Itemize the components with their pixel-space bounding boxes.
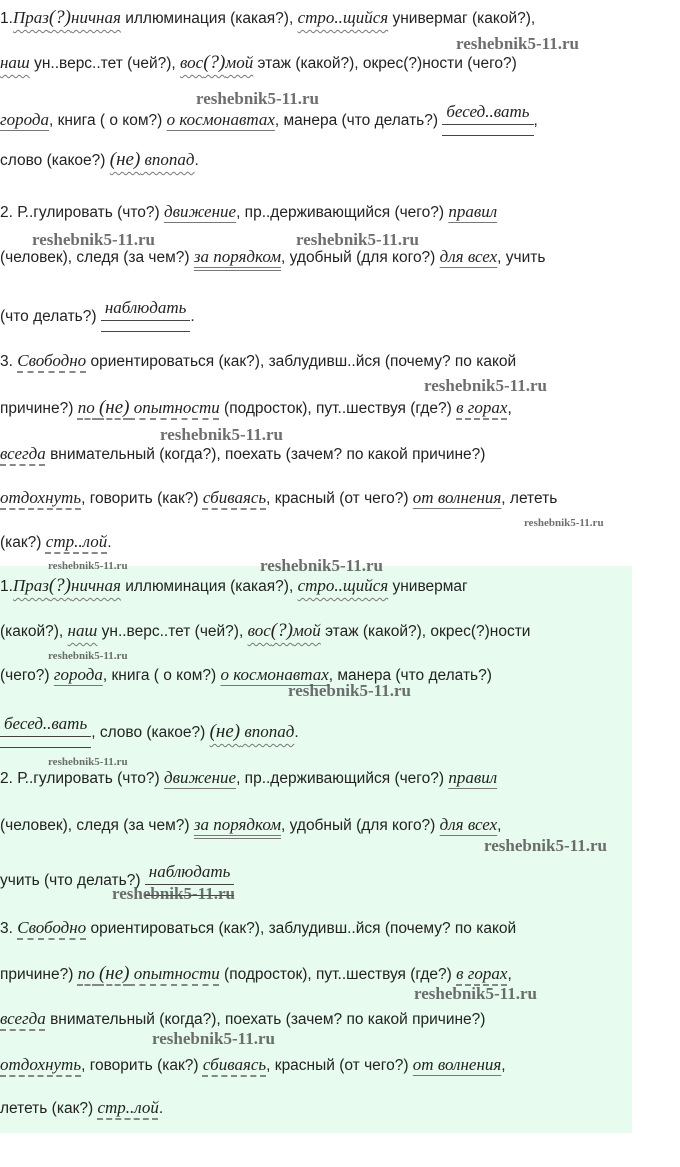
plain-text: этаж (какой?), окрес(?)ности: [320, 623, 531, 640]
highlighted-word: за порядком: [193, 815, 282, 834]
plain-text: (человек), следя (за чем?): [0, 249, 194, 266]
highlighted-word: за порядком: [193, 247, 282, 266]
plain-text: , удобный (для кого?): [281, 249, 440, 266]
plain-text: (подросток), пут..шествуя (где?): [219, 400, 457, 417]
highlighted-word: в горах: [456, 964, 508, 983]
highlighted-word: правил: [448, 202, 498, 221]
watermark: reshebnik5-11.ru: [414, 984, 537, 1003]
plain-text: ориентироваться (как?), заблудивш..йся (почему? по какой: [86, 920, 517, 937]
plain-text: , красный (от чего?): [266, 490, 413, 507]
text-line: [0, 349, 516, 374]
watermark: reshebnik5-11.ru: [260, 556, 383, 575]
watermark: reshebnik5-11.ru: [288, 681, 411, 700]
highlighted-word: стро..щийся: [297, 8, 389, 27]
item-number: 3.: [0, 353, 18, 370]
item-number: 2.: [0, 204, 18, 221]
fraction-word: наблюдать: [145, 860, 235, 896]
fraction-word: бесед..вать: [442, 100, 533, 136]
text-line: [0, 766, 497, 791]
plain-text: (как?): [0, 534, 46, 551]
plain-text: , говорить (как?): [81, 1057, 203, 1074]
plain-text: .: [158, 1100, 164, 1117]
text-line: [0, 296, 195, 332]
plain-text: универмаг: [388, 578, 468, 595]
plain-text: (какой?),: [0, 623, 68, 640]
highlighted-word: стр..лой: [97, 1098, 159, 1117]
plain-text: универмаг (какой?),: [388, 10, 536, 27]
plain-text: .: [107, 534, 112, 551]
plain-text: .: [194, 152, 199, 169]
highlighted-word: наш: [67, 621, 98, 640]
highlighted-word: движение: [163, 768, 237, 787]
plain-text: .: [294, 724, 299, 741]
plain-text: ,: [501, 1057, 506, 1074]
plain-text: , говорить (как?): [81, 490, 203, 507]
watermark: reshebnik5-11.ru: [152, 1029, 275, 1048]
highlighted-word: в горах: [456, 398, 508, 417]
highlighted-word: города: [53, 665, 103, 684]
highlighted-word: всегда: [0, 1009, 46, 1028]
text-line: [0, 1096, 163, 1121]
plain-text: внимательный (когда?), поехать (зачем? по какой причине?): [45, 1011, 486, 1028]
item-number: 3.: [0, 920, 18, 937]
text-line: [0, 148, 199, 173]
plain-text: , пр..держивающийся (чего?): [236, 204, 449, 221]
plain-text: ун..верс..тет (чей?),: [97, 623, 248, 640]
plain-text: причине?): [0, 400, 78, 417]
plain-text: учить (что делать?): [0, 872, 145, 889]
plain-text: внимательный (когда?), поехать (зачем? по какой причине?): [45, 446, 486, 463]
plain-text: , пр..держивающийся (чего?): [236, 770, 449, 787]
watermark: reshebnik5-11.ru: [48, 650, 128, 662]
plain-text: , удобный (для кого?): [281, 817, 440, 834]
watermark: reshebnik5-11.ru: [456, 34, 579, 53]
watermark: reshebnik5-11.ru: [32, 230, 155, 249]
highlighted-word: отдохнуть: [0, 1055, 82, 1074]
text-line: [0, 6, 535, 31]
watermark: reshebnik5-11.ru: [484, 836, 607, 855]
highlighted-word: для всех: [439, 815, 498, 834]
text-line: [0, 813, 501, 838]
highlighted-word: от волнения: [412, 488, 502, 507]
plain-text: (чего?): [0, 667, 54, 684]
plain-text: .: [190, 308, 195, 325]
plain-text: , манера (что делать?): [328, 667, 492, 684]
highlighted-word: вос(?)мой: [247, 620, 321, 641]
highlighted-word: от волнения: [412, 1055, 502, 1074]
highlighted-word: стро..щийся: [297, 576, 389, 595]
watermark: reshebnik5-11.ru: [112, 884, 235, 903]
plain-text: , красный (от чего?): [266, 1057, 413, 1074]
highlighted-word: вос(?)мой: [180, 52, 254, 73]
plain-text: Р..гулировать (что?): [17, 770, 164, 787]
plain-text: , слово (какое?): [91, 724, 210, 741]
plain-text: , манера (что делать?): [274, 112, 443, 129]
highlighted-word: города: [0, 110, 50, 129]
plain-text: ,: [507, 966, 512, 983]
plain-text: ориентироваться (как?), заблудивш..йся (почему? по какой: [86, 353, 517, 370]
text-line: [0, 442, 485, 467]
text-line: [0, 663, 492, 688]
plain-text: (что делать?): [0, 308, 101, 325]
plain-text: ,: [497, 817, 502, 834]
plain-text: , учить: [497, 249, 546, 266]
highlighted-word: всегда: [0, 444, 46, 463]
plain-text: иллюминация (какая?),: [120, 10, 298, 27]
highlighted-word: по (не) опытности: [77, 397, 220, 418]
highlighted-word: стр..лой: [45, 532, 108, 551]
plain-text: лететь (как?): [0, 1100, 98, 1117]
plain-text: ,: [533, 112, 538, 129]
watermark: reshebnik5-11.ru: [48, 756, 128, 768]
highlighted-word: Свободно: [17, 351, 87, 370]
text-line: [0, 916, 516, 941]
highlighted-word: движение: [163, 202, 237, 221]
plain-text: , книга ( о ком?): [49, 112, 167, 129]
plain-text: иллюминация (какая?),: [120, 578, 298, 595]
plain-text: этаж (какой?), окрес(?)ности (чего?): [253, 55, 517, 72]
highlighted-word: для всех: [439, 247, 498, 266]
watermark: reshebnik5-11.ru: [424, 376, 547, 395]
fraction-word: наблюдать: [101, 296, 191, 332]
plain-text: , книга ( о ком?): [102, 667, 221, 684]
watermark: reshebnik5-11.ru: [48, 560, 128, 572]
highlighted-word: по (не) опытности: [77, 963, 220, 984]
highlighted-word: сбиваясь: [202, 1055, 267, 1074]
exercise-original: [0, 0, 680, 566]
item-number: 2.: [0, 770, 18, 787]
text-line: [0, 396, 512, 421]
plain-text: слово (какое?): [0, 152, 110, 169]
watermark: reshebnik5-11.ru: [160, 425, 283, 444]
highlighted-word: сбиваясь: [202, 488, 267, 507]
highlighted-word: Праз(?)ничная: [12, 575, 121, 596]
highlighted-word: отдохнуть: [0, 488, 82, 507]
plain-text: причине?): [0, 966, 78, 983]
plain-text: Р..гулировать (что?): [17, 204, 164, 221]
highlighted-word: Свободно: [17, 918, 87, 937]
highlighted-word: правил: [448, 768, 498, 787]
highlighted-word: о космонавтах: [166, 110, 275, 129]
item-number: 1.: [0, 10, 13, 27]
fraction-word: бесед..вать: [0, 712, 91, 748]
text-line: [0, 51, 517, 76]
plain-text: (подросток), пут..шествуя (где?): [219, 966, 457, 983]
highlighted-word: (не) впопад: [109, 149, 195, 170]
text-line: [0, 619, 530, 644]
plain-text: ун..верс..тет (чей?),: [29, 55, 181, 72]
watermark: reshebnik5-11.ru: [296, 230, 419, 249]
highlighted-word: о космонавтах: [220, 665, 329, 684]
plain-text: (человек), следя (за чем?): [0, 817, 194, 834]
highlighted-word: (не) впопад: [209, 721, 295, 742]
watermark: reshebnik5-11.ru: [196, 89, 319, 108]
text-line: [0, 574, 468, 599]
text-line: [0, 200, 497, 225]
item-number: 1.: [0, 578, 13, 595]
text-line: [0, 1053, 506, 1078]
text-line: [0, 530, 112, 555]
text-line: [0, 486, 557, 511]
plain-text: , лететь: [501, 490, 558, 507]
highlighted-word: Праз(?)ничная: [12, 7, 121, 28]
plain-text: ,: [507, 400, 512, 417]
watermark: reshebnik5-11.ru: [524, 517, 604, 529]
text-line: [0, 712, 299, 748]
highlighted-word: наш: [0, 53, 30, 72]
